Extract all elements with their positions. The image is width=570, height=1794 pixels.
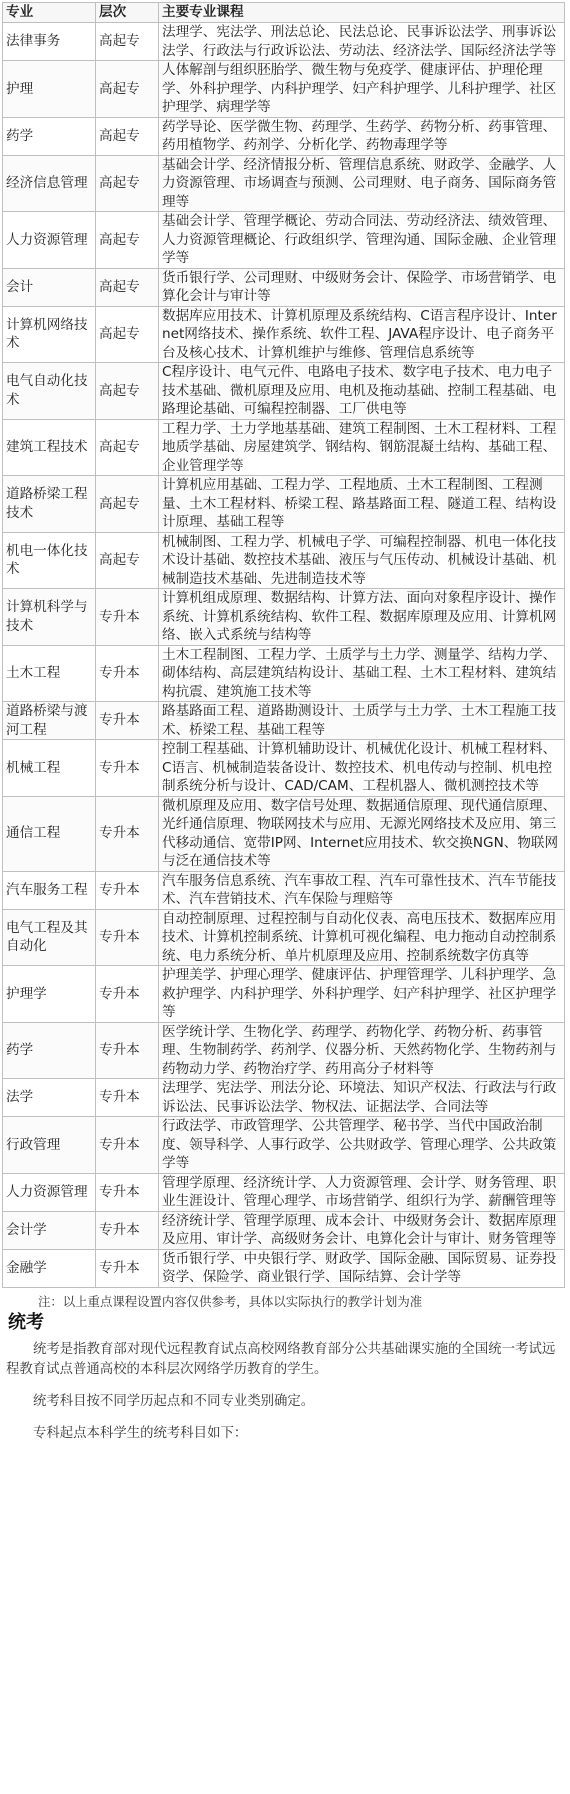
cell-major: 机械工程 — [3, 740, 96, 797]
table-row — [3, 1173, 565, 1211]
cell-courses: 控制工程基础、计算机辅助设计、机械优化设计、机械工程材料、C语言、机械制造装备设计、数控技术、机电传动与控制、机电控制系统分析与设计、CAD/CAM、工程机器人、微机测控技术等 — [159, 740, 565, 797]
cell-courses: C程序设计、电气元件、电路电子技术、数字电子技术、电力电子技术基础、微机原理及应用、电机及拖动基础、控制工程基础、电路理论基础、可编程控制器、工厂供电等 — [159, 363, 565, 420]
cell-level: 专升本 — [96, 645, 159, 702]
cell-level: 专升本 — [96, 1211, 159, 1249]
cell-courses: 护理美学、护理心理学、健康评估、护理管理学、儿科护理学、急救护理学、内科护理学、外科护理学、妇产科护理学、社区护理学等 — [159, 966, 565, 1023]
cell-major: 计算机网络技术 — [3, 306, 96, 363]
cell-major: 护理学 — [3, 966, 96, 1023]
cell-courses: 人体解剖与组织胚胎学、微生物与免疫学、健康评估、护理伦理学、外科护理学、内科护理学、妇产科护理学、儿科护理学、社区护理学、病理学等 — [159, 61, 565, 118]
paragraph-subjects: 统考科目按不同学历起点和不同专业类别确定。 — [33, 1393, 315, 1409]
table-row — [3, 1079, 565, 1117]
table-row — [3, 589, 565, 646]
cell-courses: 法理学、宪法学、刑法总论、民法总论、民事诉讼法学、刑事诉讼法学、行政法与行政诉讼法、劳动法、经济法学、国际经济法学等 — [159, 23, 565, 61]
cell-level: 专升本 — [96, 1022, 159, 1079]
cell-major: 法律事务 — [3, 23, 96, 61]
table-row — [3, 419, 565, 476]
table-row — [3, 306, 565, 363]
cell-courses: 机械制图、工程力学、机械电子学、可编程控制器、机电一体化技术设计基础、数控技术基础、液压与气压传动、机械设计基础、机械制造技术基础、先进制造技术等 — [159, 532, 565, 589]
cell-major: 护理 — [3, 61, 96, 118]
table-row — [3, 155, 565, 212]
section-title: 统考 — [8, 1311, 44, 1333]
table-row — [3, 117, 565, 155]
table-row — [3, 61, 565, 118]
cell-level: 高起专 — [96, 419, 159, 476]
cell-level: 专升本 — [96, 1117, 159, 1174]
cell-major: 道路桥梁工程技术 — [3, 476, 96, 533]
cell-major: 汽车服务工程 — [3, 871, 96, 909]
cell-level: 专升本 — [96, 796, 159, 871]
table-row — [3, 966, 565, 1023]
cell-level: 专升本 — [96, 702, 159, 740]
cell-level: 高起专 — [96, 476, 159, 533]
cell-level: 专升本 — [96, 1079, 159, 1117]
cell-major: 电气工程及其自动化 — [3, 909, 96, 966]
table-row — [3, 909, 565, 966]
cell-major: 道路桥梁与渡河工程 — [3, 702, 96, 740]
cell-major: 计算机科学与技术 — [3, 589, 96, 646]
cell-level: 高起专 — [96, 363, 159, 420]
table-row — [3, 363, 565, 420]
cell-major: 通信工程 — [3, 796, 96, 871]
cell-courses: 货币银行学、中央银行学、财政学、国际金融、国际贸易、证券投资学、保险学、商业银行学、国际结算、会计学等 — [159, 1249, 565, 1287]
cell-level: 高起专 — [96, 532, 159, 589]
cell-level: 高起专 — [96, 61, 159, 118]
cell-major: 药学 — [3, 1022, 96, 1079]
paragraph-undergrad: 专科起点本科学生的统考科目如下： — [33, 1425, 248, 1441]
table-row — [3, 532, 565, 589]
cell-courses: 医学统计学、生物化学、药理学、药物化学、药物分析、药事管理、生物制药学、药剂学、仪器分析、天然药物化学、生物药剂与药物动力学、药物治疗学、药用高分子材料等 — [159, 1022, 565, 1079]
table-row — [3, 23, 565, 61]
cell-major: 行政管理 — [3, 1117, 96, 1174]
header-courses: 主要专业课程 — [159, 3, 565, 23]
cell-courses: 数据库应用技术、计算机原理及系统结构、C语言程序设计、Internet网络技术、操作系统、软件工程、JAVA程序设计、电子商务平台及核心技术、计算机维护与维修、管理信息系统等 — [159, 306, 565, 363]
cell-courses: 行政法学、市政管理学、公共管理学、秘书学、当代中国政治制度、领导科学、人事行政学、公共财政学、管理心理学、公共政策学等 — [159, 1117, 565, 1174]
cell-level: 专升本 — [96, 871, 159, 909]
cell-level: 高起专 — [96, 212, 159, 269]
cell-level: 专升本 — [96, 589, 159, 646]
table-body — [3, 23, 565, 1288]
cell-courses: 微机原理及应用、数字信号处理、数据通信原理、现代通信原理、光纤通信原理、物联网技术与应用、无源光网络技术及应用、第三代移动通信、宽带IP网、Internet应用技术、软交换NGN、物联网与泛在通信技术等 — [159, 796, 565, 871]
cell-courses: 药学导论、医学微生物、药理学、生药学、药物分析、药事管理、药用植物学、药剂学、分析化学、药物毒理学等 — [159, 117, 565, 155]
cell-courses: 汽车服务信息系统、汽车事故工程、汽车可靠性技术、汽车节能技术、汽车营销技术、汽车保险与理赔等 — [159, 871, 565, 909]
cell-major: 土木工程 — [3, 645, 96, 702]
cell-major: 电气自动化技术 — [3, 363, 96, 420]
cell-level: 高起专 — [96, 155, 159, 212]
cell-courses: 路基路面工程、道路勘测设计、土质学与土力学、土木工程施工技术、桥梁工程、基础工程等 — [159, 702, 565, 740]
cell-level: 专升本 — [96, 909, 159, 966]
cell-major: 会计学 — [3, 1211, 96, 1249]
cell-level: 专升本 — [96, 966, 159, 1023]
course-table — [2, 2, 565, 1288]
cell-level: 高起专 — [96, 306, 159, 363]
cell-courses: 基础会计学、管理学概论、劳动合同法、劳动经济法、绩效管理、人力资源管理概论、行政组织学、管理沟通、国际金融、企业管理学等 — [159, 212, 565, 269]
header-major: 专业 — [3, 3, 96, 23]
cell-major: 药学 — [3, 117, 96, 155]
table-row — [3, 268, 565, 306]
table-row — [3, 645, 565, 702]
table-header-row — [3, 3, 565, 23]
cell-courses: 货币银行学、公司理财、中级财务会计、保险学、市场营销学、电算化会计与审计等 — [159, 268, 565, 306]
cell-level: 高起专 — [96, 268, 159, 306]
cell-major: 法学 — [3, 1079, 96, 1117]
header-level: 层次 — [96, 3, 159, 23]
table-row — [3, 1022, 565, 1079]
cell-level: 专升本 — [96, 1249, 159, 1287]
cell-courses: 基础会计学、经济情报分析、管理信息系统、财政学、金融学、人力资源管理、市场调查与预测、公司理财、电子商务、国际商务管理等 — [159, 155, 565, 212]
table-row — [3, 212, 565, 269]
table-note: 注：以上重点课程设置内容仅供参考，具体以实际执行的教学计划为准 — [38, 1293, 423, 1309]
cell-major: 机电一体化技术 — [3, 532, 96, 589]
cell-major: 人力资源管理 — [3, 212, 96, 269]
cell-courses: 工程力学、土力学地基基础、建筑工程制图、土木工程材料、工程地质学基础、房屋建筑学、钢结构、钢筋混凝土结构、基础工程、企业管理学等 — [159, 419, 565, 476]
cell-level: 专升本 — [96, 1173, 159, 1211]
table-row — [3, 1117, 565, 1174]
cell-courses: 自动控制原理、过程控制与自动化仪表、高电压技术、数据库应用技术、计算机控制系统、计算机可视化编程、电力拖动自动控制系统、电力系统分析、单片机原理及应用、控制系统数字仿真等 — [159, 909, 565, 966]
cell-major: 金融学 — [3, 1249, 96, 1287]
table-row — [3, 476, 565, 533]
cell-courses: 管理学原理、经济统计学、人力资源管理、会计学、财务管理、职业生涯设计、管理心理学、市场营销学、组织行为学、薪酬管理等 — [159, 1173, 565, 1211]
cell-courses: 计算机应用基础、工程力学、工程地质、土木工程制图、工程测量、土木工程材料、桥梁工程、路基路面工程、隧道工程、结构设计原理、基础工程等 — [159, 476, 565, 533]
cell-courses: 经济统计学、管理学原理、成本会计、中级财务会计、数据库原理及应用、审计学、高级财务会计、电算化会计与审计、财务管理等 — [159, 1211, 565, 1249]
table-row — [3, 871, 565, 909]
cell-level: 高起专 — [96, 117, 159, 155]
cell-major: 建筑工程技术 — [3, 419, 96, 476]
cell-major: 人力资源管理 — [3, 1173, 96, 1211]
page-content — [2, 2, 564, 1444]
cell-major: 经济信息管理 — [3, 155, 96, 212]
cell-level: 专升本 — [96, 740, 159, 797]
table-row — [3, 702, 565, 740]
cell-level: 高起专 — [96, 23, 159, 61]
cell-major: 会计 — [3, 268, 96, 306]
cell-courses: 法理学、宪法学、刑法分论、环境法、知识产权法、行政法与行政诉讼法、民事诉讼法学、物权法、证据法学、合同法等 — [159, 1079, 565, 1117]
cell-courses: 土木工程制图、工程力学、土质学与土力学、测量学、结构力学、砌体结构、高层建筑结构设计、基础工程、土木工程材料、建筑结构抗震、建筑施工技术等 — [159, 645, 565, 702]
table-row — [3, 740, 565, 797]
table-row — [3, 1249, 565, 1287]
table-row — [3, 1211, 565, 1249]
table-row — [3, 796, 565, 871]
cell-courses: 计算机组成原理、数据结构、计算方法、面向对象程序设计、操作系统、计算机系统结构、软件工程、数据库原理及应用、计算机网络、嵌入式系统与结构等 — [159, 589, 565, 646]
paragraph-definition: 统考是指教育部对现代远程教育试点高校网络教育部分公共基础课实施的全国统一考试远程教育试点普通高校的本科层次网络学历教育的学生。 — [6, 1341, 556, 1377]
